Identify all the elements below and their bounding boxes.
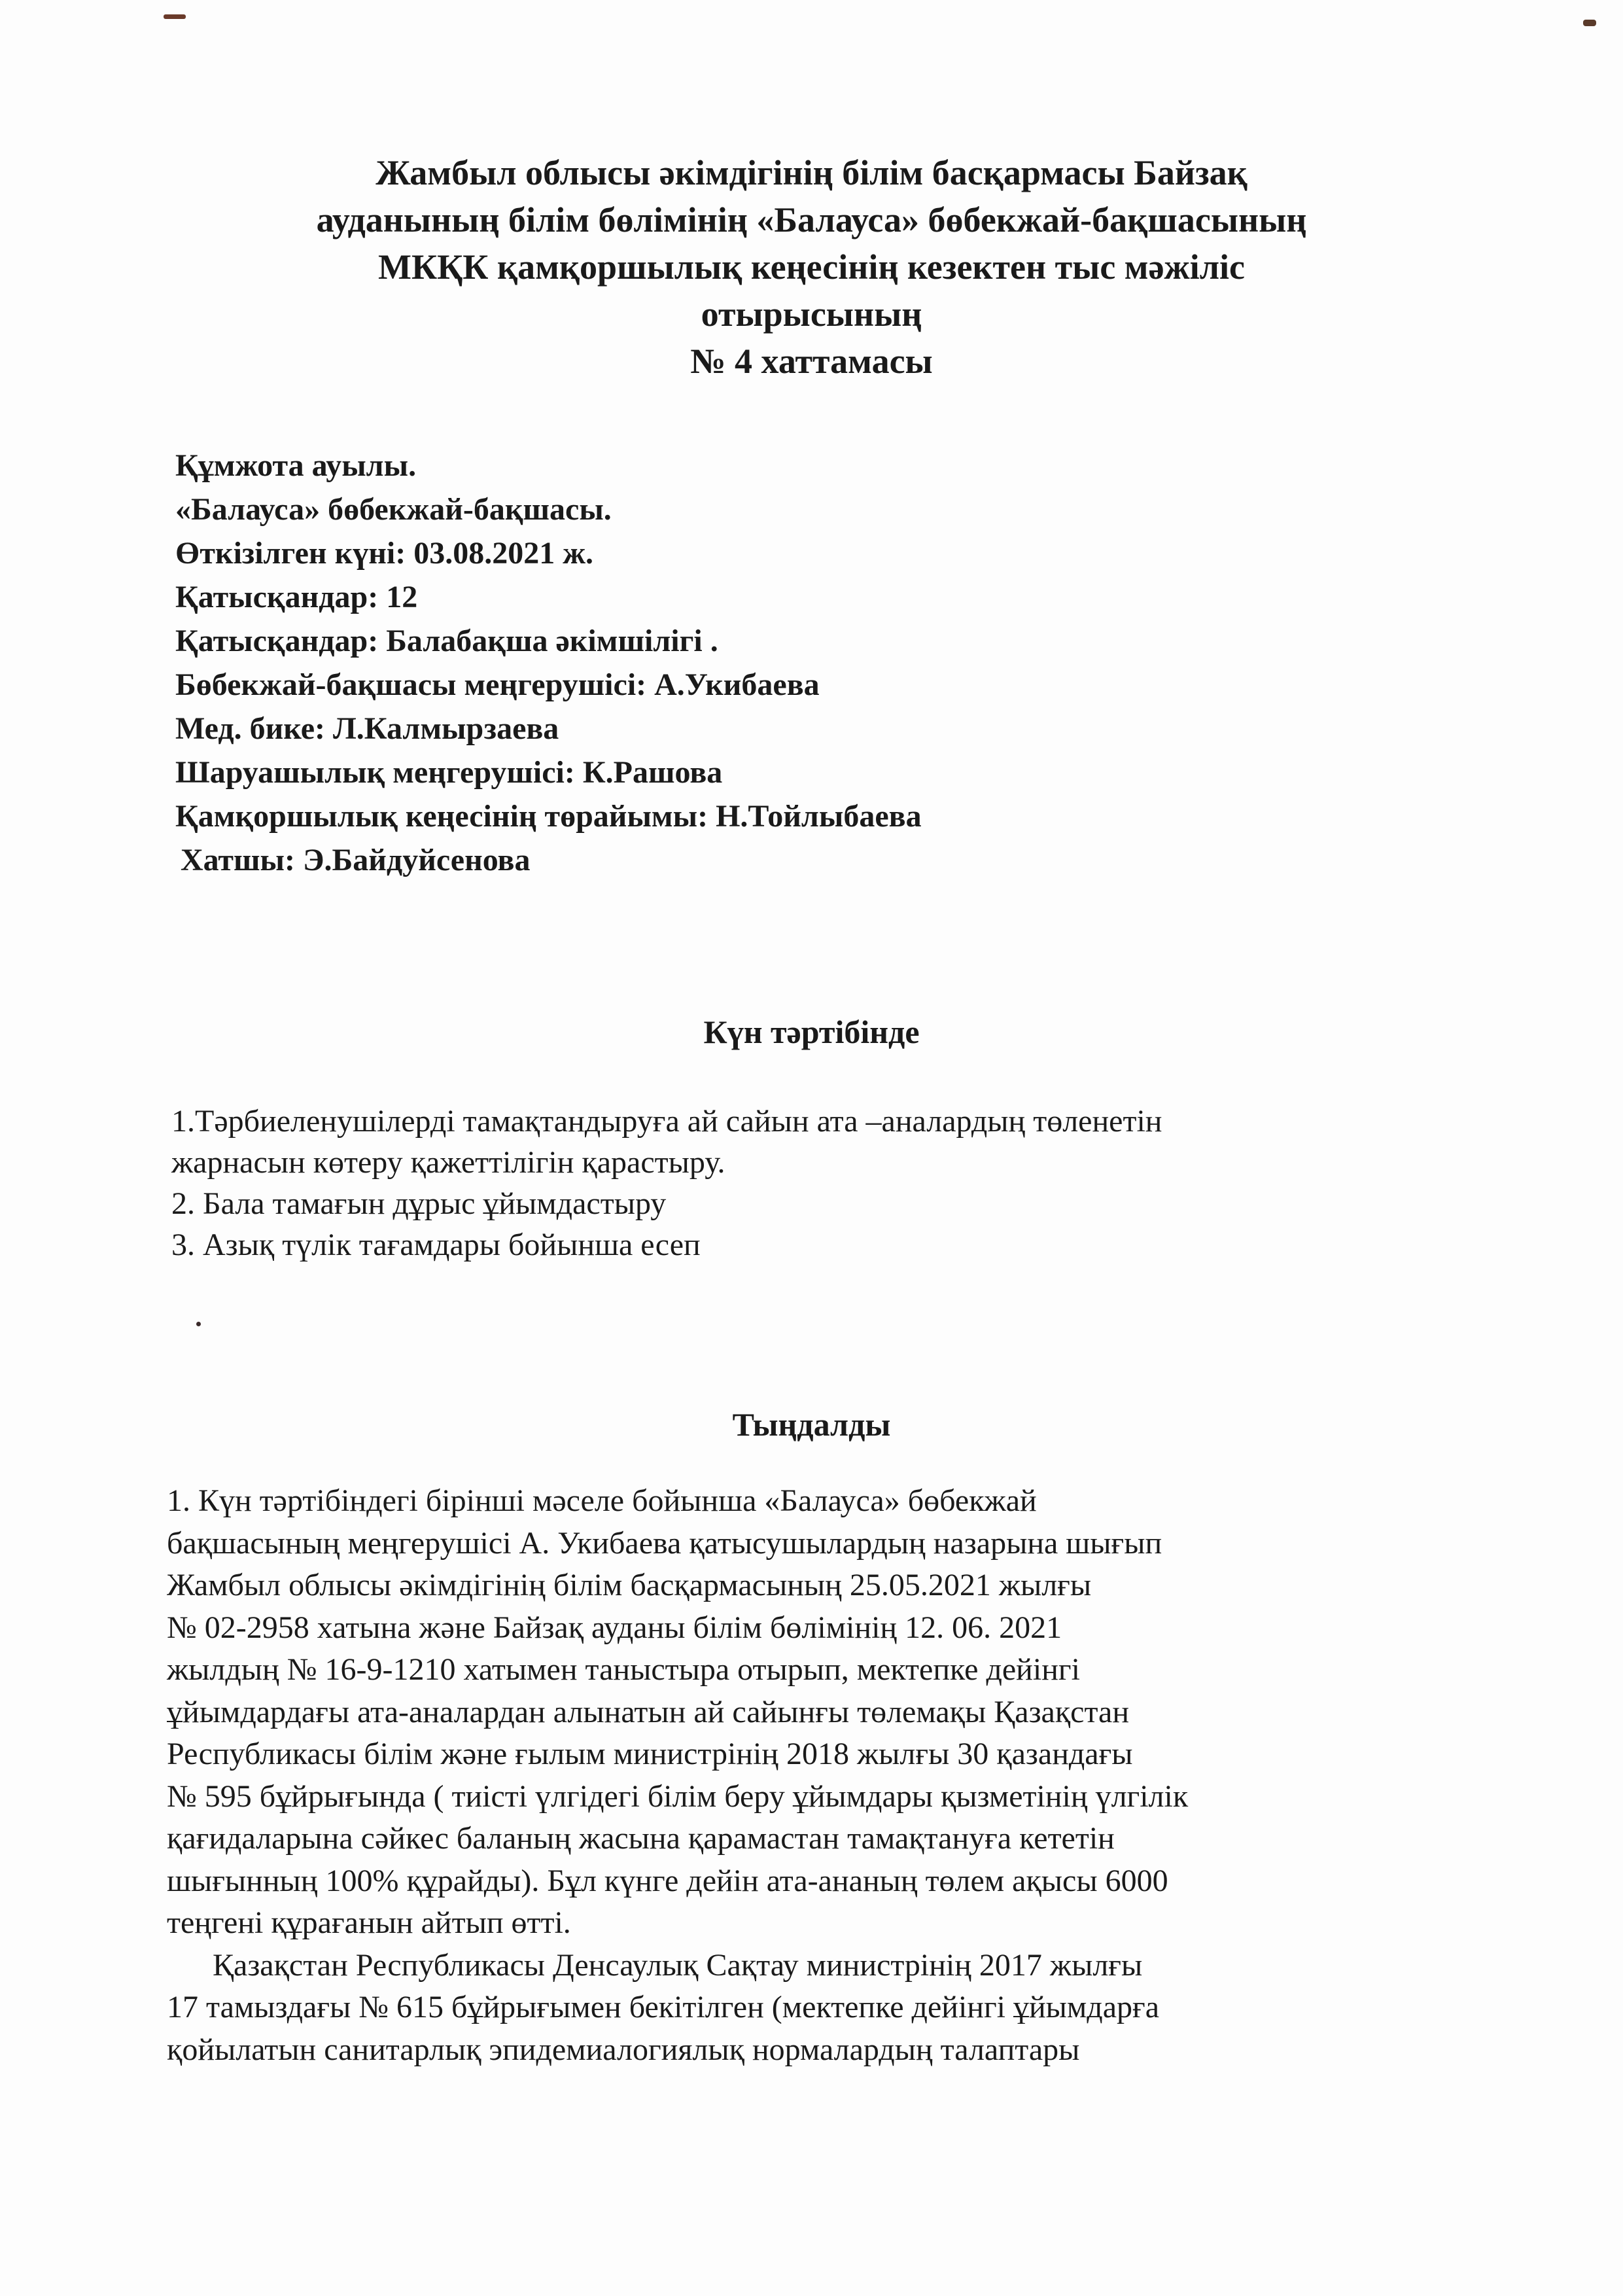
scan-mark	[164, 14, 186, 19]
agenda-item: 1.Тәрбиеленушілерді тамақтандыруға ай сайын ата –аналардың төленетін	[171, 1104, 1162, 1139]
title-line: МКҚК қамқоршылық кеңесінің кезектен тыс мәжіліс	[378, 247, 1245, 287]
attendee-head: Бөбекжай-бақшасы меңгерушісі: А.Укибаева	[175, 667, 820, 702]
agenda-heading: Күн тәртібінде	[703, 1014, 920, 1050]
body-line: теңгені құрағанын айтып өтті.	[167, 1905, 571, 1940]
attendee-secretary: Хатшы: Э.Байдуйсенова	[181, 843, 531, 877]
title-line: № 4 хаттамасы	[690, 342, 933, 381]
body-line: 1. Күн тәртібіндегі бірінші мәселе бойынша «Балауса» бөбекжай	[167, 1483, 1037, 1518]
attendee-chair: Қамқоршылық кеңесінің төрайымы: Н.Тойлыбаева	[175, 799, 922, 834]
body-line: ұйымдардағы ата-аналардан алынатын ай сайынғы төлемақы Қазақстан	[167, 1694, 1130, 1729]
agenda-item: 2. Бала тамағын дұрыс ұйымдастыру	[171, 1186, 667, 1221]
minutes-body	[167, 1480, 1188, 2071]
title-line: ауданының білім бөлімінің «Балауса» бөбекжай-бақшасының	[316, 200, 1307, 239]
body-line: № 02-2958 хатына және Байзақ ауданы білім бөлімінің 12. 06. 2021	[167, 1610, 1062, 1645]
title-line: отырысының	[701, 294, 922, 334]
meeting-date: Өткізілген күні: 03.08.2021 ж.	[175, 536, 594, 571]
meeting-location: Құмжота ауылы.	[175, 448, 417, 483]
attendee-nurse: Мед. бике: Л.Калмырзаева	[175, 711, 559, 746]
meeting-details	[175, 444, 922, 882]
body-line: қағидаларына сәйкес баланың жасына қарамастан тамақтануға кететін	[167, 1821, 1115, 1856]
body-line: бақшасының меңгерушісі А. Укибаева қатысушылардың назарына шығып	[167, 1525, 1162, 1561]
body-line: Қазақстан Республикасы Денсаулық Сақтау министрінің 2017 жылғы	[213, 1947, 1143, 1983]
scan-mark	[196, 1322, 201, 1326]
body-line: қойылатын санитарлық эпидемиалогиялық нормалардың талаптары	[167, 2032, 1080, 2067]
agenda-item: жарнасын көтеру қажеттілігін қарастыру.	[171, 1145, 725, 1180]
attendee-manager: Шаруашылық меңгерушісі: К.Рашова	[175, 755, 723, 790]
body-line: жылдың № 16-9-1210 хатымен таныстыра отырып, мектепке дейінгі	[167, 1652, 1080, 1687]
scan-mark	[1583, 20, 1596, 26]
listened-heading: Тыңдалды	[732, 1406, 891, 1443]
body-line: 17 тамыздағы № 615 бұйрығымен бекітілген (мектепке дейінгі ұйымдарға	[167, 1990, 1160, 2024]
agenda-item: 3. Азық түлік тағамдары бойынша есеп	[171, 1227, 701, 1262]
body-line: Республикасы білім және ғылым министрінің 2018 жылғы 30 қазандағы	[167, 1737, 1133, 1771]
body-line: № 595 бұйрығында ( тиісті үлгідегі білім беру ұйымдары қызметінің үлгілік	[167, 1778, 1189, 1814]
body-line: шығынның 100% құрайды). Бұл күнге дейін ата-ананың төлем ақысы 6000	[167, 1863, 1168, 1898]
title-line: Жамбыл облысы әкімдігінің білім басқармасы Байзақ	[375, 153, 1248, 192]
agenda-list	[171, 1101, 1162, 1265]
attendee-count: Қатысқандар: 12	[175, 580, 418, 614]
attendees: Қатысқандар: Балабақша әкімшілігі .	[175, 624, 718, 658]
document-title	[0, 149, 1623, 385]
meeting-venue: «Балауса» бөбекжай-бақшасы.	[175, 492, 612, 527]
body-line: Жамбыл облысы әкімдігінің білім басқармасының 25.05.2021 жылғы	[167, 1568, 1092, 1602]
